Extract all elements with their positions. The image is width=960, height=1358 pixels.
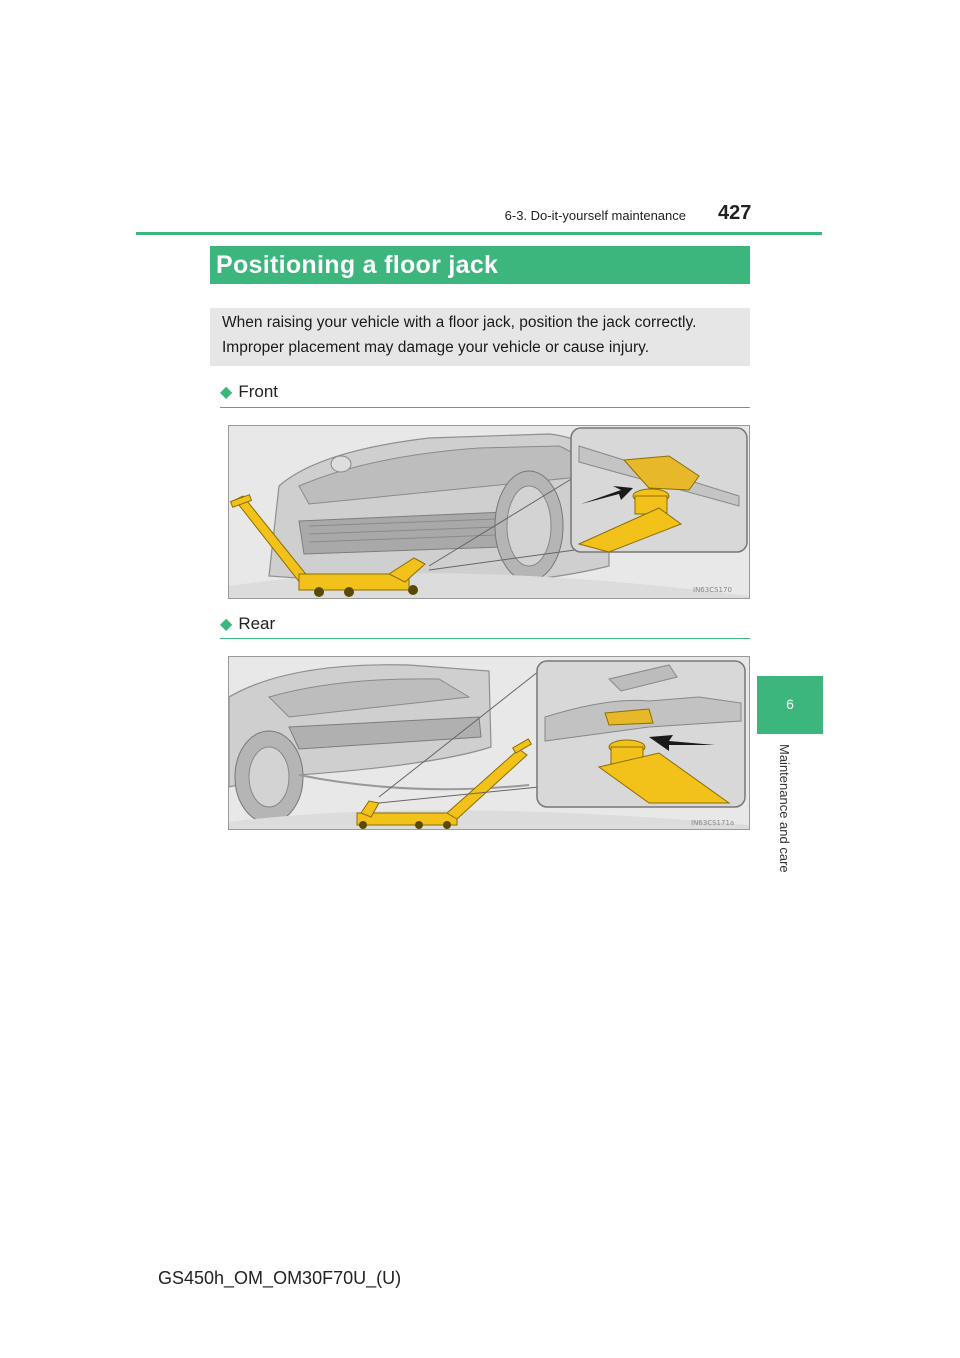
figure-front-code: IN63CS170 — [693, 586, 732, 594]
subhead-front — [220, 382, 750, 402]
subhead-rear-rule — [220, 638, 750, 639]
intro-line-1: When raising your vehicle with a floor jack, position the jack correctly. — [222, 314, 697, 331]
section-title: Positioning a floor jack — [210, 246, 750, 284]
chapter-tab: 6 — [757, 676, 823, 734]
intro-line-2: Improper placement may damage your vehicle or cause injury. — [222, 339, 650, 356]
diamond-icon: ◆ — [220, 384, 233, 401]
diamond-icon: ◆ — [220, 616, 233, 633]
intro-box — [210, 308, 750, 366]
subhead-rear — [220, 614, 750, 634]
figure-front — [228, 425, 750, 599]
chapter-tab-label: Maintenance and care — [777, 744, 792, 873]
subhead-rear-label: Rear — [238, 614, 276, 633]
header-rule — [136, 232, 822, 235]
figure-rear — [228, 656, 750, 830]
figure-rear-code: IN63CS171a — [691, 819, 735, 827]
header-section: 6-3. Do-it-yourself maintenance — [504, 208, 686, 223]
subhead-front-label: Front — [238, 382, 278, 401]
footer-code: GS450h_OM_OM30F70U_(U) — [158, 1268, 402, 1288]
page-number: 427 — [718, 202, 752, 224]
subhead-front-rule — [220, 407, 750, 408]
